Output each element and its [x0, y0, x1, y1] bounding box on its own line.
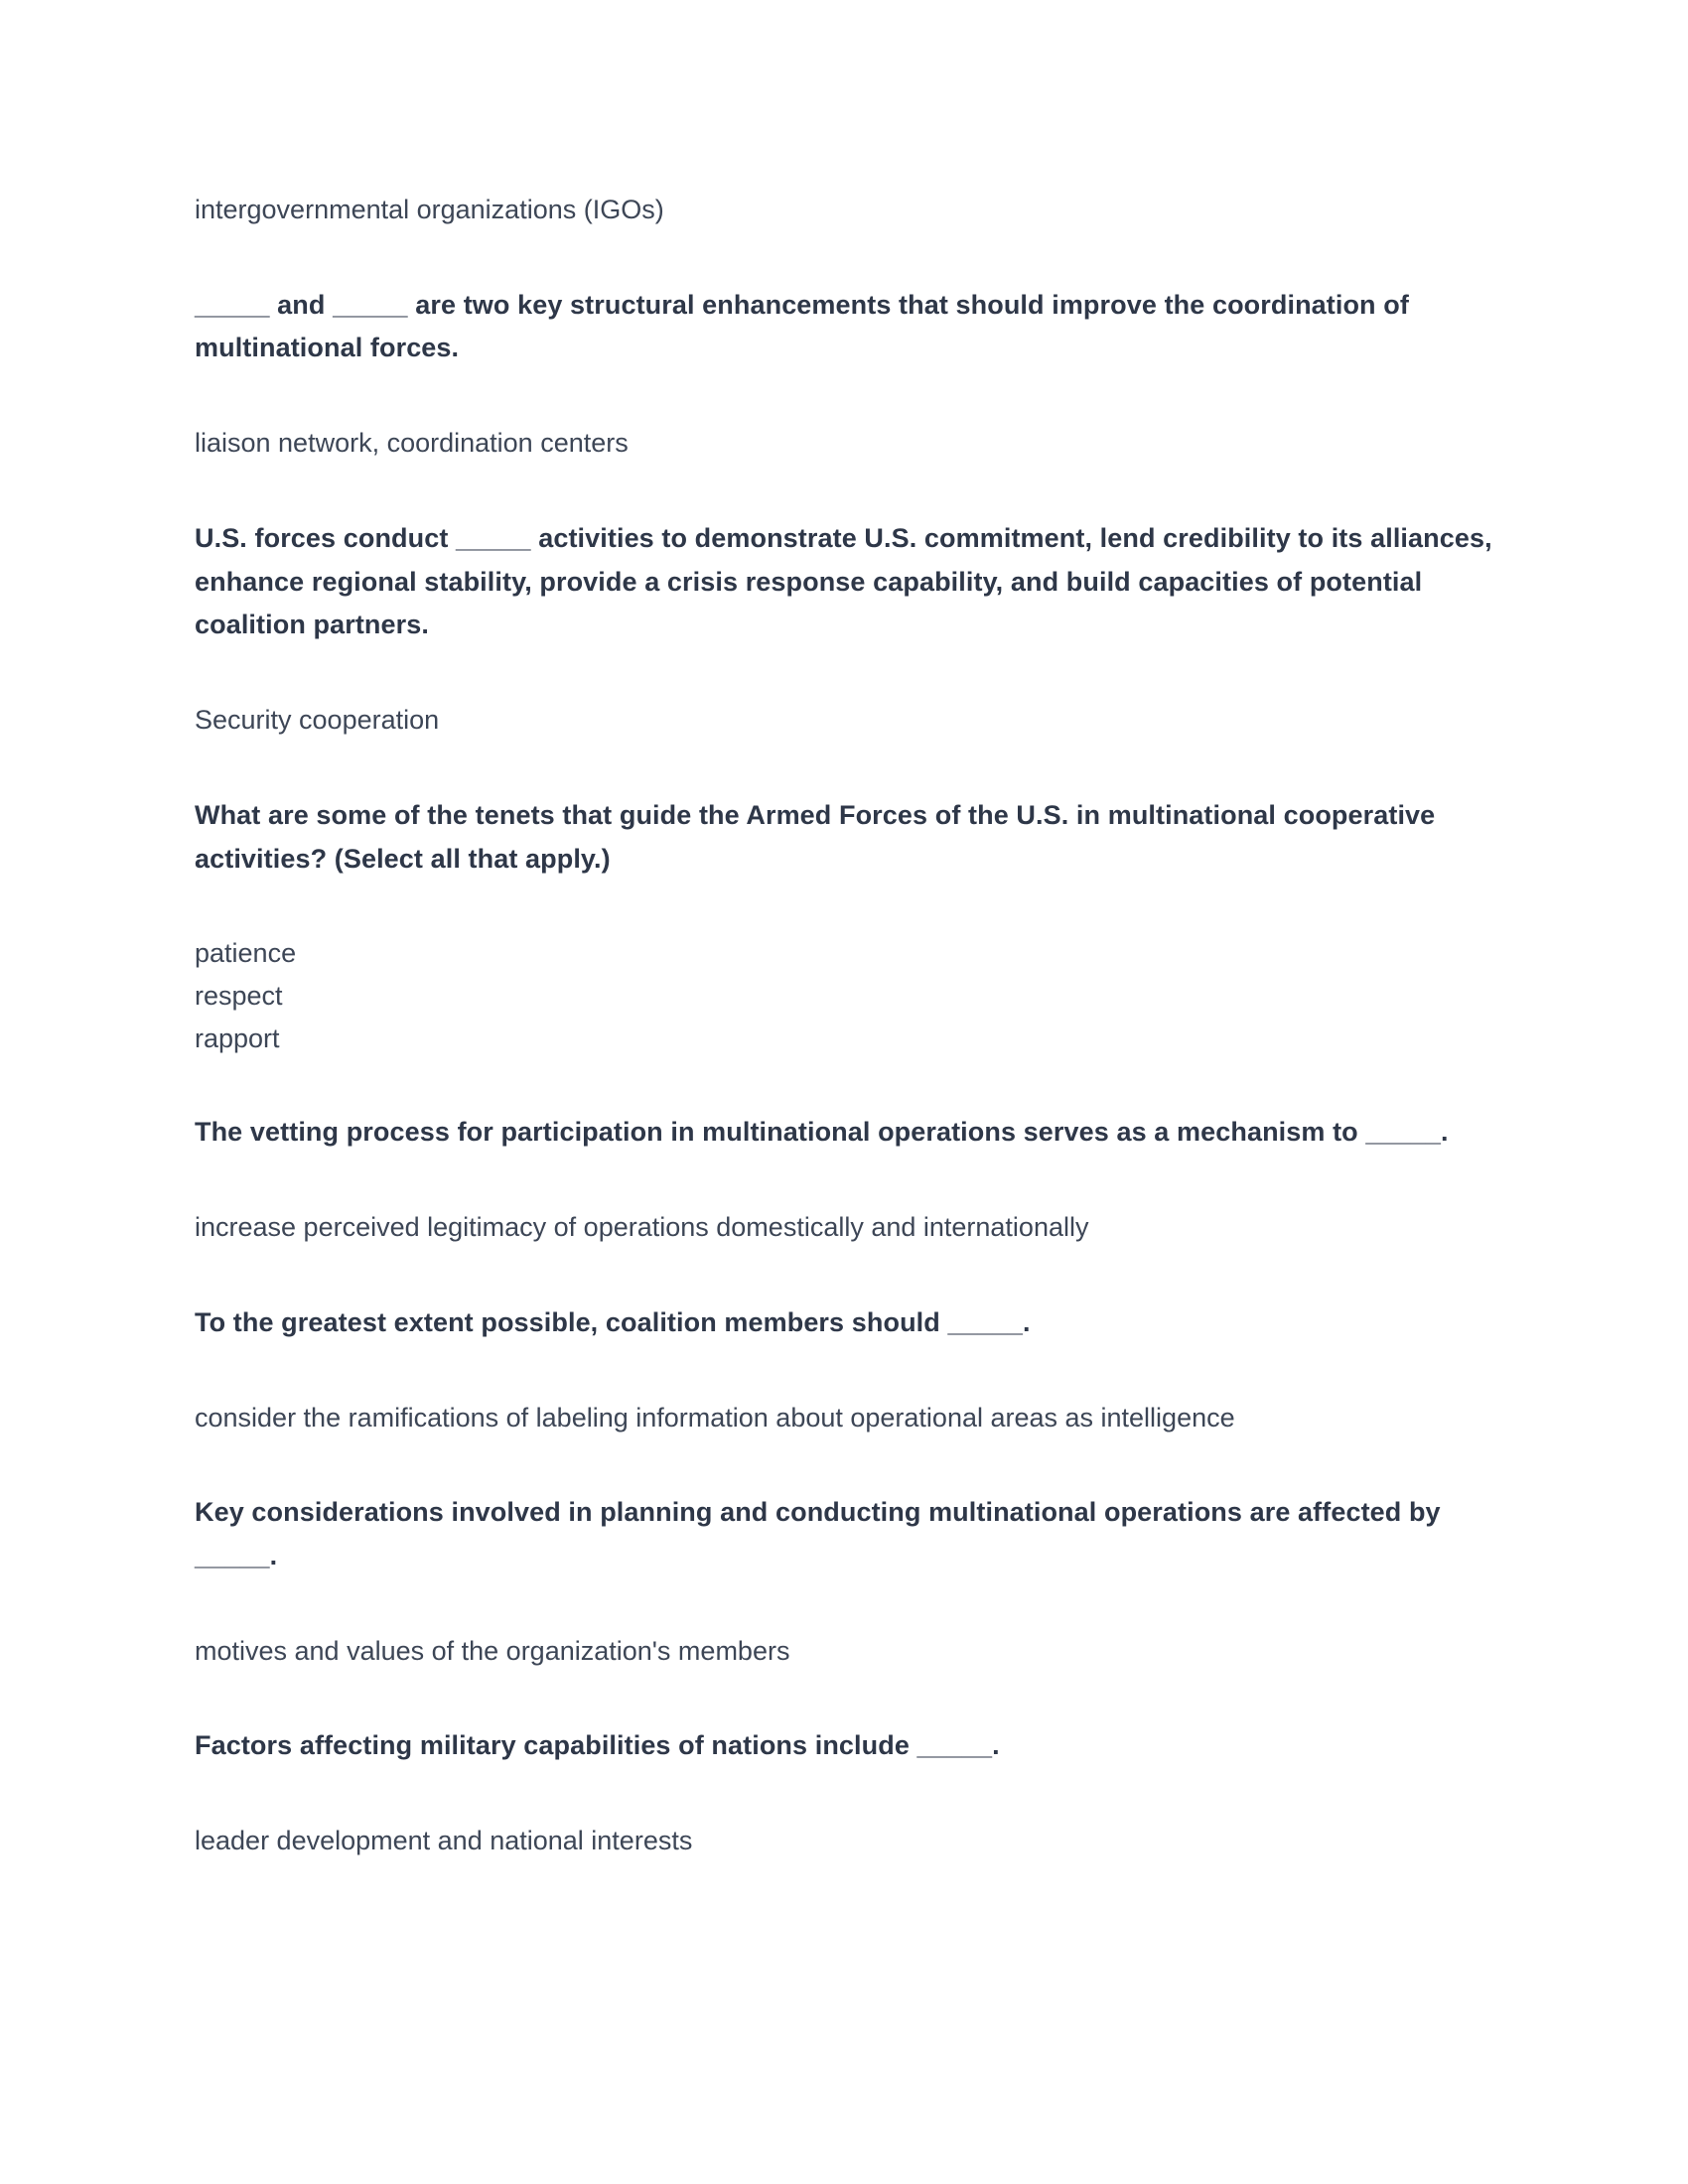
- question-text: What are some of the tenets that guide the Armed Forces of the U.S. in multinational cooperative activities? (Select all that apply.): [195, 799, 1436, 874]
- list-item: respect: [195, 981, 283, 1011]
- answer-text: increase perceived legitimacy of operations domestically and internationally: [195, 1212, 1089, 1243]
- question-text: U.S. forces conduct _____ activities to demonstrate U.S. commitment, lend credibility to its alliances, enhance regional stability, provide a crisis response capability, and build capacities of potential coalition partners.: [195, 522, 1492, 640]
- answer-text: liaison network, coordination centers: [195, 428, 629, 459]
- question-text: To the greatest extent possible, coalition members should _____.: [195, 1306, 1031, 1337]
- document-content: [195, 189, 1499, 1863]
- answer-text: motives and values of the organization's members: [195, 1635, 790, 1666]
- answer-option-list: [195, 932, 1499, 1059]
- list-item: rapport: [195, 1023, 280, 1053]
- question-text: _____ and _____ are two key structural enhancements that should improve the coordination of multinational forces.: [195, 289, 1409, 363]
- list-item: patience: [195, 938, 297, 969]
- question-text: Factors affecting military capabilities of nations include _____.: [195, 1730, 1000, 1761]
- question-text: Key considerations involved in planning and conducting multinational operations are affected by _____.: [195, 1497, 1441, 1570]
- answer-text: intergovernmental organizations (IGOs): [195, 195, 664, 224]
- question-text: The vetting process for participation in multinational operations serves as a mechanism to _____.: [195, 1117, 1449, 1148]
- answer-text: leader development and national interests: [195, 1826, 693, 1856]
- answer-text: Security cooperation: [195, 705, 440, 736]
- answer-text: consider the ramifications of labeling information about operational areas as intelligence: [195, 1402, 1235, 1433]
